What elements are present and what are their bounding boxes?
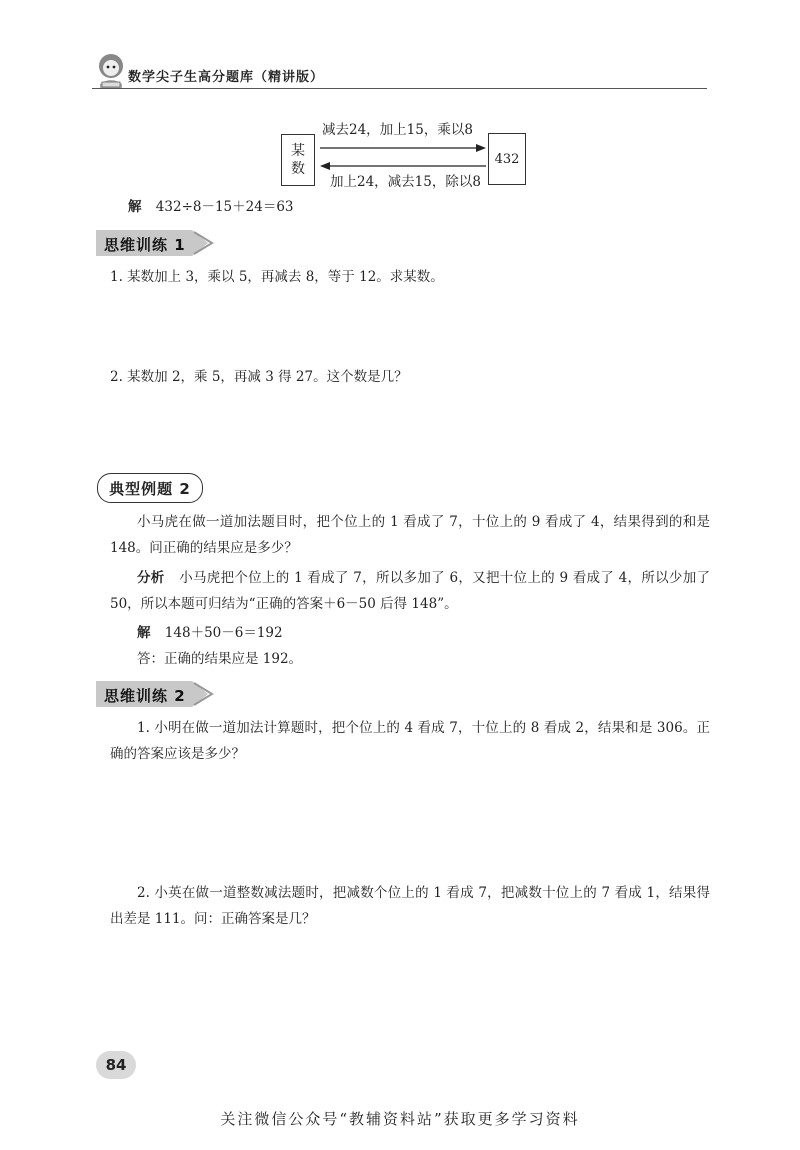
training1-question-2: 2. 某数加 2，乘 5，再减 3 得 27。这个数是几？ bbox=[110, 369, 408, 385]
forward-arrow-head bbox=[476, 144, 486, 152]
solution2-formula: 148＋50－6＝192 bbox=[164, 625, 283, 641]
analysis-text: 小马虎把个位上的 1 看成了 7，所以多加了 6，又把十位上的 9 看成了 4，所以少加了 50，所以本题可归结为“正确的答案＋6－50 后得 148”。 bbox=[110, 570, 711, 612]
backward-arrow-head bbox=[320, 162, 330, 170]
example-analysis bbox=[110, 565, 710, 617]
mascot-icon bbox=[94, 50, 128, 90]
training2-question-2: 2. 小英在做一道整数减法题时，把减数个位上的 1 看成 7，把减数十位上的 7 看成 1，结果得出差是 111。问：正确答案是几？ bbox=[110, 885, 710, 927]
page-number: 84 bbox=[96, 1051, 136, 1079]
backward-operations-label: 加上24，减去15，除以8 bbox=[330, 174, 481, 190]
training-title-1: 思维训练 1 bbox=[104, 236, 186, 254]
solution2-label: 解 bbox=[137, 625, 151, 641]
solution-formula: 432÷8－15＋24＝63 bbox=[155, 199, 294, 215]
analysis-label: 分析 bbox=[137, 570, 165, 586]
example-answer: 答：正确的结果应是 192。 bbox=[137, 651, 303, 667]
training1-question-1: 1. 某数加上 3，乘以 5，再减去 8，等于 12。求某数。 bbox=[110, 269, 444, 285]
diagram-arrows bbox=[318, 140, 488, 174]
box-char-1: 某 bbox=[291, 143, 305, 159]
book-title: 数学尖子生高分题库（精讲版） bbox=[128, 70, 325, 85]
example-solution bbox=[110, 620, 710, 646]
unknown-number-box bbox=[281, 134, 315, 186]
header-divider bbox=[92, 88, 707, 89]
footer-notice: 关注微信公众号“教辅资料站”获取更多学习资料 bbox=[220, 1110, 580, 1128]
forward-operations-label: 减去24，加上15，乘以8 bbox=[322, 122, 473, 138]
example-title: 典型例题 2 bbox=[97, 473, 203, 503]
training-title-2: 思维训练 2 bbox=[104, 687, 186, 705]
example-question: 小马虎在做一道加法题目时，把个位上的 1 看成了 7，十位上的 9 看成了 4，结果得到的和是 148。问正确的结果应是多少？ bbox=[110, 514, 710, 556]
box-char-2: 数 bbox=[291, 161, 305, 177]
solution-label: 解 bbox=[128, 199, 142, 215]
result-box: 432 bbox=[488, 133, 526, 185]
training2-question-1: 1. 小明在做一道加法计算题时，把个位上的 4 看成 7，十位上的 8 看成 2，结果和是 306。正确的答案应该是多少？ bbox=[110, 720, 710, 762]
